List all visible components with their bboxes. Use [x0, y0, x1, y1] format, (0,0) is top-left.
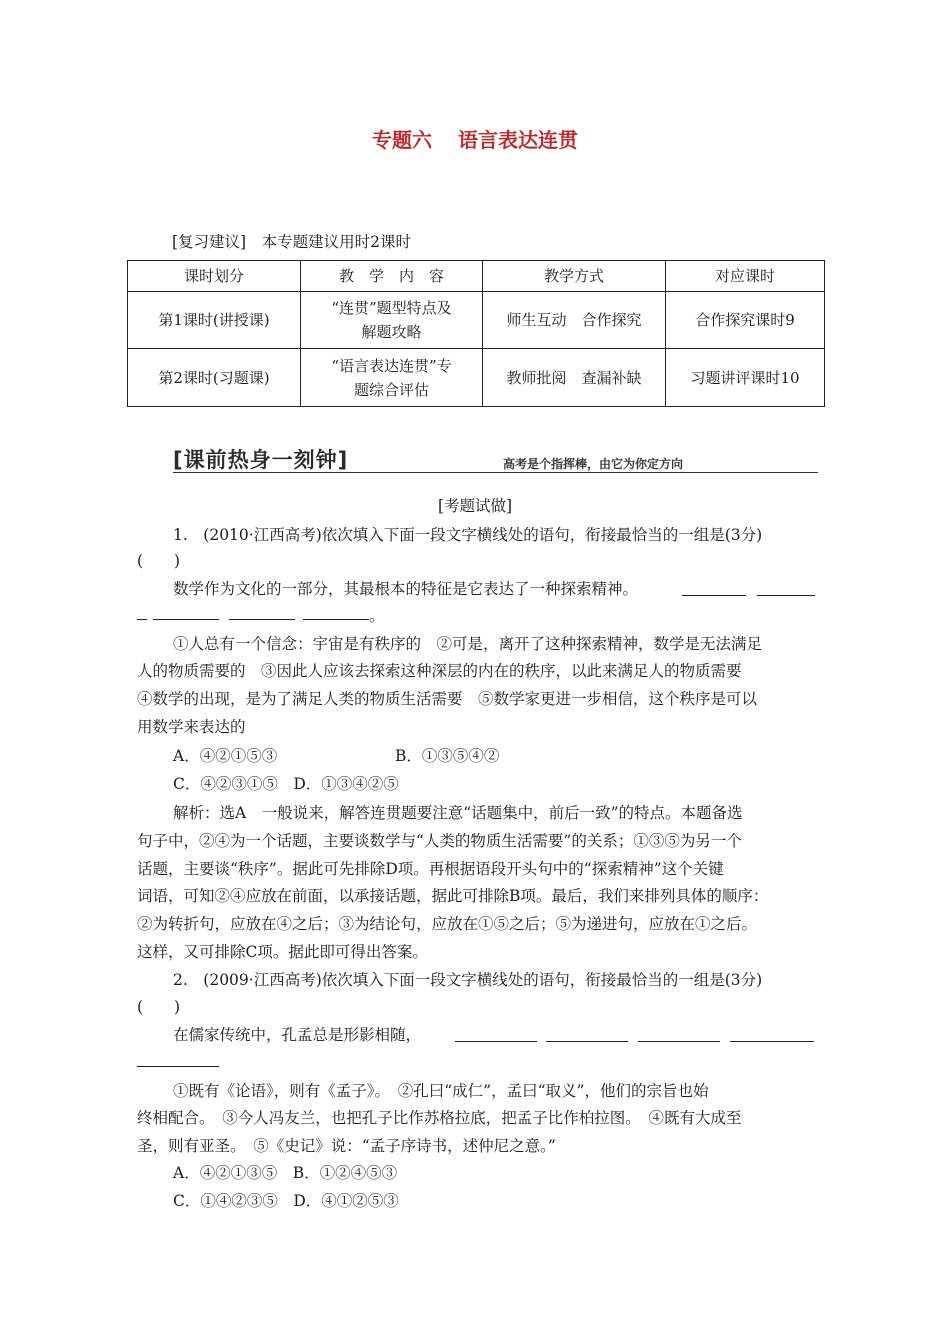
table-row — [128, 292, 825, 349]
page-title — [0, 124, 950, 153]
q1-analysis-line1: 解析：选A 一般说来，解答连贯题要注意“话题集中，前后一致”的特点。本题备选 — [173, 804, 743, 822]
review-note: [复习建议] 本专题建议用时2课时 — [172, 233, 411, 251]
header-period: 课时划分 — [128, 261, 301, 292]
cell-period: 第2课时(习题课) — [128, 349, 301, 407]
q1-blank-1 — [682, 581, 746, 596]
section-header-rule — [173, 472, 818, 473]
subsection-title: [考题试做] — [437, 497, 513, 515]
q1-blank-3 — [153, 605, 219, 620]
cell-content-line2: 解题攻略 — [361, 323, 422, 341]
cell-content — [301, 292, 483, 349]
q2-passage: 在儒家传统中，孔孟总是形影相随， — [173, 1026, 422, 1044]
table-header-row — [128, 261, 825, 292]
q1-analysis-line4: 词语，可知②④应放在前面，以承接话题，据此可排除B项。最后，我们来排列具体的顺序： — [137, 887, 769, 905]
header-lesson: 对应课时 — [666, 261, 825, 292]
q1-stem-line2: ( ) — [137, 552, 181, 570]
cell-method: 教师批阅 查漏补缺 — [483, 349, 666, 407]
cell-lesson: 合作探究课时9 — [666, 292, 825, 349]
cell-period: 第1课时(讲授课) — [128, 292, 301, 349]
q2-blank-2 — [546, 1027, 628, 1042]
q2-blank-4 — [730, 1027, 814, 1042]
q2-stem-line2: ( ) — [137, 998, 181, 1016]
q1-options-line1: ①人总有一个信念：宇宙是有秩序的 ②可是，离开了这种探索精神，数学是无法满足 — [173, 635, 763, 653]
q2-options-line2: 终相配合。 ③今人冯友兰，也把孔子比作苏格拉底，把孟子比作柏拉图。 ④既有大成至 — [137, 1109, 742, 1127]
schedule-table — [127, 260, 825, 407]
cell-content-line1: “连贯”题型特点及 — [331, 299, 452, 317]
header-method: 教学方式 — [483, 261, 666, 292]
cell-lesson: 习题讲评课时10 — [666, 349, 825, 407]
cell-method: 师生互动 合作探究 — [483, 292, 666, 349]
q1-analysis-line3: 话题，主要谈“秩序”。据此可先排除D项。再根据语段开头句中的“探索精神”这个关键 — [137, 860, 724, 878]
header-content: 教 学 内 容 — [301, 261, 483, 292]
q1-stem-line1: 1. (2010·江西高考)依次填入下面一段文字横线处的语句，衔接最恰当的一组是(3分) — [173, 526, 763, 544]
q1-options-line2: 人的物质需要的 ③因此人应该去探索这种深层的内在的秩序，以此来满足人的物质需要 — [137, 662, 742, 680]
section-header-title: [课前热身一刻钟] — [173, 448, 349, 472]
q2-blank-1 — [455, 1027, 537, 1042]
q1-blank-2-cont — [137, 605, 147, 620]
title-part2: 语言表达连贯 — [458, 128, 578, 152]
q2-options-line3: 圣，则有亚圣。 ⑤《史记》说：“孟子序诗书，述仲尼之意。” — [137, 1137, 556, 1155]
q1-blank-2 — [757, 581, 815, 596]
cell-content-line1: “语言表达连贯”专 — [331, 356, 452, 375]
q2-blank-5 — [137, 1052, 219, 1067]
title-part1: 专题六 — [372, 128, 432, 152]
section-header-slogan: 高考是个指挥棒，由它为你定方向 — [503, 457, 684, 471]
table-row — [128, 349, 825, 407]
q1-blank-5 — [303, 605, 369, 620]
q1-choice-cd: C．④②③①⑤ D．①③④②⑤ — [173, 775, 399, 793]
q1-choice-a: A．④②①⑤③ — [173, 747, 278, 765]
q1-analysis-line2: 句子中，②④为一个话题，主要谈数学与“人类的物质生活需要”的关系；①③⑤为另一个 — [137, 832, 742, 850]
q2-stem-line1: 2. (2009·江西高考)依次填入下面一段文字横线处的语句，衔接最恰当的一组是(3分) — [173, 971, 763, 989]
q1-end-mark: 。 — [369, 607, 385, 625]
q1-passage-text: 数学作为文化的一部分，其最根本的特征是它表达了一种探索精神。 — [173, 580, 639, 598]
q1-analysis-line6: 这样，又可排除C项。据此即可得出答案。 — [137, 943, 428, 961]
q1-passage — [173, 579, 638, 599]
cell-content-line2: 题综合评估 — [353, 380, 429, 399]
q1-analysis-line5: ②为转折句，应放在④之后；③为结论句，应放在①⑤之后；⑤为递进句，应放在①之后。 — [137, 915, 758, 933]
q1-choice-b: B．①③⑤④② — [395, 747, 500, 765]
q2-options-line1: ①既有《论语》，则有《孟子》。 ②孔曰“成仁”，孟曰“取义”，他们的宗旨也始 — [173, 1082, 709, 1100]
q1-options-line4: 用数学来表达的 — [137, 718, 246, 736]
q1-blank-4 — [229, 605, 295, 620]
q1-options-line3: ④数学的出现，是为了满足人类的物质生活需要 ⑤数学家更进一步相信，这个秩序是可以 — [137, 690, 758, 708]
q2-choice-cd: C．①④②③⑤ D．④①②⑤③ — [173, 1192, 399, 1210]
q2-choice-ab: A．④②①③⑤ B．①②④⑤③ — [173, 1164, 398, 1182]
cell-content — [301, 349, 483, 407]
q2-blank-3 — [638, 1027, 720, 1042]
